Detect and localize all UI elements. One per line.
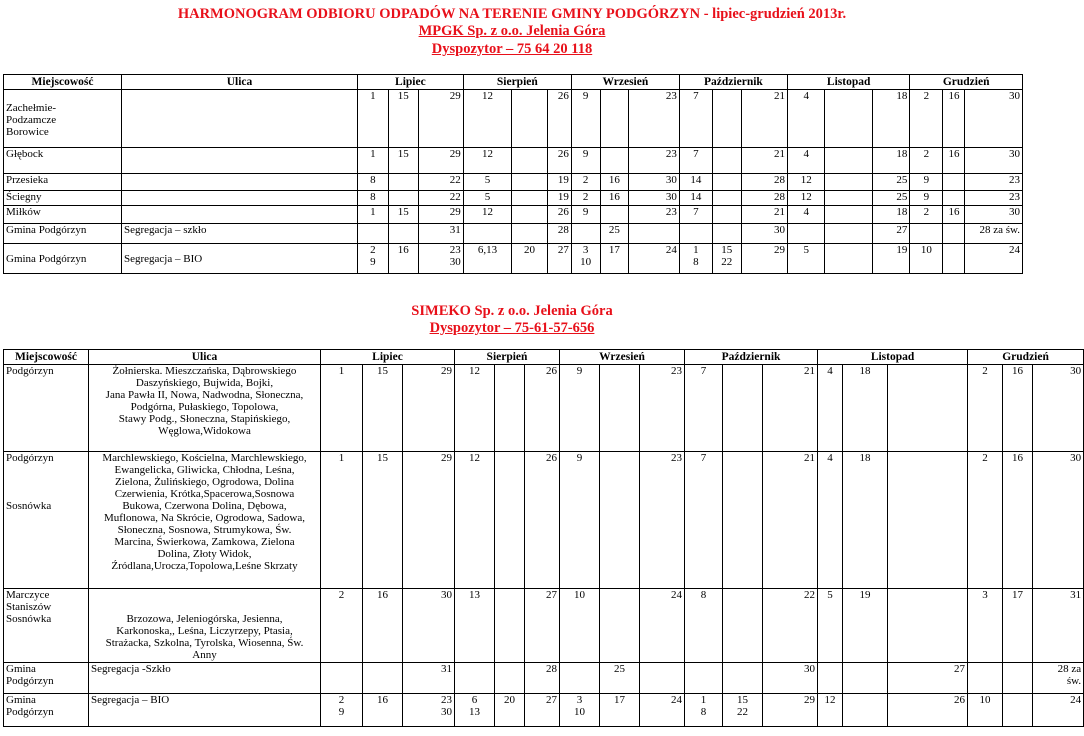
date-cell (512, 90, 547, 148)
date-cell: 28 za św. (965, 224, 1023, 244)
date-cell (723, 365, 763, 452)
date-cell: 24 (1033, 694, 1084, 727)
date-cell: 2 (571, 174, 600, 191)
date-cell: 2 (910, 206, 943, 224)
company-name-simeko: SIMEKO Sp. z o.o. Jelenia Góra (411, 303, 613, 319)
date-cell (640, 663, 685, 694)
date-cell (787, 224, 824, 244)
date-cell: 16 (600, 191, 629, 206)
place-cell: Gmina Podgórzyn (4, 224, 122, 244)
table-row (4, 148, 1023, 174)
date-cell: 21 (741, 148, 787, 174)
date-cell (495, 452, 525, 589)
date-cell: 2 9 (321, 694, 363, 727)
date-cell (910, 224, 943, 244)
date-cell: 14 (679, 174, 712, 191)
place-cell: Marczyce Staniszów Sosnówka (4, 589, 89, 663)
date-cell (495, 589, 525, 663)
company-name-mpgk: MPGK Sp. z o.o. Jelenia Góra (418, 23, 606, 39)
date-cell: 6 13 (455, 694, 495, 727)
date-cell (943, 174, 965, 191)
schedule-table-mpgk (3, 74, 1023, 274)
date-cell (600, 365, 640, 452)
date-cell: 30 (965, 90, 1023, 148)
date-cell: 10 (910, 244, 943, 274)
page-title: HARMONOGRAM ODBIORU ODPADÓW NA TERENIE GMINY PODGÓRZYN - lipiec-grudzień 2013r. (177, 6, 847, 22)
date-cell: 29 (741, 244, 787, 274)
date-cell: 22 (418, 174, 463, 191)
date-cell (968, 663, 1003, 694)
date-cell: 9 (910, 191, 943, 206)
date-cell: 7 (679, 206, 712, 224)
col-header-august: Sierpień (463, 75, 571, 90)
date-cell: 2 (571, 191, 600, 206)
date-cell: 30 (629, 174, 680, 191)
date-cell: 23 (629, 206, 680, 224)
date-cell (825, 90, 872, 148)
place-cell: Podgórzyn (4, 365, 89, 452)
date-cell: 26 (888, 694, 968, 727)
date-cell: 30 (1033, 365, 1084, 452)
date-cell: 26 (547, 206, 571, 224)
date-cell: 25 (600, 224, 629, 244)
date-cell (888, 589, 968, 663)
table-row (4, 206, 1023, 224)
date-cell: 9 (560, 365, 600, 452)
col-header-place: Miejscowość (4, 75, 122, 90)
date-cell: 29 (418, 90, 463, 148)
date-cell: 21 (763, 365, 818, 452)
date-cell: 24 (965, 244, 1023, 274)
date-cell (712, 90, 741, 148)
date-cell: 15 (388, 148, 418, 174)
date-cell: 26 (525, 365, 560, 452)
date-cell: 2 (968, 452, 1003, 589)
col-header-december: Grudzień (968, 350, 1084, 365)
date-cell (825, 206, 872, 224)
date-cell: 25 (872, 191, 909, 206)
date-cell: 9 (910, 174, 943, 191)
date-cell: 28 (741, 191, 787, 206)
date-cell (685, 663, 723, 694)
table-row (4, 663, 1084, 694)
date-cell: 4 (787, 90, 824, 148)
date-cell (495, 365, 525, 452)
date-cell: 15 (388, 90, 418, 148)
date-cell: 30 (965, 148, 1023, 174)
place-cell: Gmina Podgórzyn (4, 244, 122, 274)
date-cell (363, 663, 403, 694)
date-cell: 15 22 (723, 694, 763, 727)
date-cell: 22 (763, 589, 818, 663)
date-cell: 2 (910, 90, 943, 148)
date-cell: 9 (560, 452, 600, 589)
date-cell: 1 (357, 206, 388, 224)
date-cell: 29 (403, 365, 455, 452)
date-cell: 3 10 (571, 244, 600, 274)
date-cell: 25 (872, 174, 909, 191)
date-cell (825, 224, 872, 244)
date-cell: 16 (943, 148, 965, 174)
date-cell: 1 8 (679, 244, 712, 274)
date-cell: 29 (403, 452, 455, 589)
date-cell: 12 (787, 174, 824, 191)
col-header-july: Lipiec (357, 75, 463, 90)
date-cell (825, 191, 872, 206)
date-cell: 26 (547, 148, 571, 174)
date-cell: 16 (363, 589, 403, 663)
place-cell: Gmina Podgórzyn (4, 663, 89, 694)
place-cell: Przesieka (4, 174, 122, 191)
col-header-september: Wrzesień (571, 75, 679, 90)
date-cell: 31 (418, 224, 463, 244)
street-cell: Segregacja – szkło (121, 224, 357, 244)
date-cell (1003, 694, 1033, 727)
date-cell: 12 (787, 191, 824, 206)
date-cell (388, 224, 418, 244)
date-cell: 31 (1033, 589, 1084, 663)
date-cell: 20 (495, 694, 525, 727)
street-cell (121, 174, 357, 191)
date-cell (712, 224, 741, 244)
date-cell: 5 (787, 244, 824, 274)
col-header-november: Listopad (787, 75, 909, 90)
date-cell (600, 148, 629, 174)
date-cell: 24 (640, 589, 685, 663)
date-cell: 31 (403, 663, 455, 694)
place-cell: Głębock (4, 148, 122, 174)
date-cell (600, 90, 629, 148)
date-cell: 15 (388, 206, 418, 224)
date-cell: 4 (818, 365, 843, 452)
date-cell (712, 206, 741, 224)
date-cell: 26 (547, 90, 571, 148)
date-cell: 1 (321, 452, 363, 589)
col-header-november: Listopad (818, 350, 968, 365)
place-cell: Gmina Podgórzyn (4, 694, 89, 727)
date-cell: 19 (547, 191, 571, 206)
date-cell (388, 174, 418, 191)
date-cell: 16 (363, 694, 403, 727)
date-cell (455, 663, 495, 694)
col-header-street: Ulica (121, 75, 357, 90)
date-cell (825, 174, 872, 191)
date-cell (723, 452, 763, 589)
date-cell (843, 663, 888, 694)
street-cell: Marchlewskiego, Kościelna, Marchlewskiego, Ewangelicka, Gliwicka, Chłodna, Leśna, Zielona, Żulińskiego, Ogrodowa, Dolina Czerwienia, Krótka,Spacerowa,Sosnowa Bukowa, Czerwona Dolina, Dębowa, Muflonowa, Na Skrócie, Ogrodowa, Sadowa, Słoneczna, Sosnowa, Strumykowa, Św. Marcina, Świerkowa, Zamkowa, Zielona Dolina, Złoty Widok, Źródlana,Urocza,Topolowa,Leśne Skrzaty (89, 452, 321, 589)
col-header-street: Ulica (89, 350, 321, 365)
date-cell: 23 (629, 90, 680, 148)
date-cell (1003, 663, 1033, 694)
date-cell (388, 191, 418, 206)
date-cell: 23 (640, 452, 685, 589)
date-cell: 30 (741, 224, 787, 244)
table-row (4, 452, 1084, 589)
date-cell (679, 224, 712, 244)
place-cell: Podgórzyn Sosnówka (4, 452, 89, 589)
date-cell: 28 (741, 174, 787, 191)
col-header-october: Październik (679, 75, 787, 90)
date-cell: 7 (679, 148, 712, 174)
date-cell: 1 (321, 365, 363, 452)
date-cell: 16 (943, 206, 965, 224)
date-cell (825, 244, 872, 274)
date-cell: 2 9 (357, 244, 388, 274)
date-cell: 30 (965, 206, 1023, 224)
date-cell: 26 (525, 452, 560, 589)
date-cell (495, 663, 525, 694)
date-cell (943, 224, 965, 244)
date-cell: 29 (418, 206, 463, 224)
date-cell: 18 (843, 452, 888, 589)
date-cell (600, 206, 629, 224)
date-cell: 12 (463, 206, 512, 224)
table-row (4, 174, 1023, 191)
col-header-october: Październik (685, 350, 818, 365)
table-header-row (4, 350, 1084, 365)
place-cell: Zachełmie- Podzamcze Borowice (4, 90, 122, 148)
date-cell: 19 (547, 174, 571, 191)
place-cell: Ściegny (4, 191, 122, 206)
col-header-place: Miejscowość (4, 350, 89, 365)
date-cell: 17 (600, 694, 640, 727)
date-cell: 7 (685, 365, 723, 452)
date-cell: 21 (763, 452, 818, 589)
place-cell: Miłków (4, 206, 122, 224)
date-cell: 30 (403, 589, 455, 663)
date-cell: 19 (872, 244, 909, 274)
date-cell: 16 (1003, 365, 1033, 452)
dispatcher-phone-simeko: Dyspozytor – 75-61-57-656 (429, 320, 595, 336)
date-cell: 5 (818, 589, 843, 663)
date-cell: 21 (741, 206, 787, 224)
date-cell: 15 22 (712, 244, 741, 274)
date-cell (943, 191, 965, 206)
table-row (4, 694, 1084, 727)
date-cell (357, 224, 388, 244)
date-cell: 7 (679, 90, 712, 148)
date-cell: 20 (512, 244, 547, 274)
date-cell: 29 (418, 148, 463, 174)
date-cell: 5 (463, 174, 512, 191)
date-cell: 28 za św. (1033, 663, 1084, 694)
date-cell (512, 148, 547, 174)
date-cell: 9 (571, 206, 600, 224)
date-cell: 27 (525, 694, 560, 727)
date-cell: 1 8 (685, 694, 723, 727)
table-row (4, 365, 1084, 452)
date-cell: 27 (888, 663, 968, 694)
date-cell (629, 224, 680, 244)
date-cell (943, 244, 965, 274)
table-header-row (4, 75, 1023, 90)
date-cell: 17 (600, 244, 629, 274)
date-cell: 5 (463, 191, 512, 206)
date-cell (888, 365, 968, 452)
date-cell: 16 (600, 174, 629, 191)
date-cell: 16 (943, 90, 965, 148)
date-cell (712, 148, 741, 174)
date-cell: 14 (679, 191, 712, 206)
date-cell: 10 (968, 694, 1003, 727)
date-cell: 23 30 (418, 244, 463, 274)
date-cell: 25 (600, 663, 640, 694)
date-cell (512, 206, 547, 224)
col-header-september: Wrzesień (560, 350, 685, 365)
date-cell: 4 (818, 452, 843, 589)
date-cell (888, 452, 968, 589)
street-cell: Brzozowa, Jeleniogórska, Jesienna, Karkonoska,, Leśna, Liczyrzepy, Ptasia, Strażacka, Szkolna, Tyrolska, Wiosenna, Św. Anny (89, 589, 321, 663)
date-cell: 4 (787, 206, 824, 224)
date-cell: 23 (640, 365, 685, 452)
date-cell: 6,13 (463, 244, 512, 274)
date-cell: 23 30 (403, 694, 455, 727)
date-cell (825, 148, 872, 174)
date-cell: 12 (455, 452, 495, 589)
date-cell: 18 (872, 90, 909, 148)
date-cell: 19 (843, 589, 888, 663)
date-cell: 17 (1003, 589, 1033, 663)
date-cell: 28 (547, 224, 571, 244)
street-cell: Żołnierska. Mieszczańska, Dąbrowskiego Daszyńskiego, Bujwida, Bojki, Jana Pawła II, Nowa, Nadwodna, Słoneczna, Podgórna, Pułaskiego, Topolowa, Stawy Podg., Słoneczna, Stapińskiego, Węglowa,Widokowa (89, 365, 321, 452)
dispatcher-phone-mpgk: Dyspozytor – 75 64 20 118 (431, 41, 593, 57)
date-cell (512, 174, 547, 191)
date-cell: 8 (685, 589, 723, 663)
date-cell (600, 589, 640, 663)
date-cell: 27 (872, 224, 909, 244)
table-row (4, 191, 1023, 206)
date-cell: 12 (463, 90, 512, 148)
date-cell: 24 (640, 694, 685, 727)
date-cell: 18 (872, 206, 909, 224)
table-row (4, 224, 1023, 244)
table-row (4, 90, 1023, 148)
date-cell: 27 (525, 589, 560, 663)
date-cell: 28 (525, 663, 560, 694)
date-cell: 18 (843, 365, 888, 452)
date-cell: 18 (872, 148, 909, 174)
date-cell (712, 191, 741, 206)
street-cell (121, 148, 357, 174)
date-cell (723, 589, 763, 663)
date-cell (571, 224, 600, 244)
street-cell (121, 191, 357, 206)
date-cell: 8 (357, 191, 388, 206)
street-cell (121, 90, 357, 148)
date-cell: 3 (968, 589, 1003, 663)
date-cell: 12 (818, 694, 843, 727)
col-header-december: Grudzień (910, 75, 1023, 90)
date-cell (600, 452, 640, 589)
street-cell: Segregacja – BIO (89, 694, 321, 727)
date-cell: 1 (357, 148, 388, 174)
street-cell: Segregacja -Szkło (89, 663, 321, 694)
date-cell: 8 (357, 174, 388, 191)
date-cell: 2 (321, 589, 363, 663)
date-cell: 1 (357, 90, 388, 148)
date-cell: 27 (547, 244, 571, 274)
table-row (4, 589, 1084, 663)
date-cell: 30 (629, 191, 680, 206)
schedule-table-simeko (3, 349, 1084, 727)
date-cell: 4 (787, 148, 824, 174)
date-cell: 30 (1033, 452, 1084, 589)
street-cell: Segregacja – BIO (121, 244, 357, 274)
date-cell: 2 (968, 365, 1003, 452)
date-cell (818, 663, 843, 694)
date-cell: 16 (388, 244, 418, 274)
date-cell (843, 694, 888, 727)
date-cell: 13 (455, 589, 495, 663)
date-cell: 29 (763, 694, 818, 727)
date-cell: 23 (965, 191, 1023, 206)
date-cell (560, 663, 600, 694)
date-cell: 12 (463, 148, 512, 174)
date-cell: 12 (455, 365, 495, 452)
date-cell (463, 224, 512, 244)
date-cell: 24 (629, 244, 680, 274)
date-cell: 15 (363, 452, 403, 589)
date-cell: 10 (560, 589, 600, 663)
date-cell (712, 174, 741, 191)
date-cell: 7 (685, 452, 723, 589)
date-cell: 3 10 (560, 694, 600, 727)
date-cell: 30 (763, 663, 818, 694)
col-header-august: Sierpień (455, 350, 560, 365)
date-cell (512, 191, 547, 206)
street-cell (121, 206, 357, 224)
date-cell: 21 (741, 90, 787, 148)
date-cell: 15 (363, 365, 403, 452)
date-cell: 16 (1003, 452, 1033, 589)
col-header-july: Lipiec (321, 350, 455, 365)
date-cell (723, 663, 763, 694)
date-cell: 9 (571, 90, 600, 148)
date-cell: 9 (571, 148, 600, 174)
date-cell: 22 (418, 191, 463, 206)
date-cell: 23 (965, 174, 1023, 191)
table-row (4, 244, 1023, 274)
date-cell: 23 (629, 148, 680, 174)
date-cell (512, 224, 547, 244)
date-cell: 2 (910, 148, 943, 174)
date-cell (321, 663, 363, 694)
